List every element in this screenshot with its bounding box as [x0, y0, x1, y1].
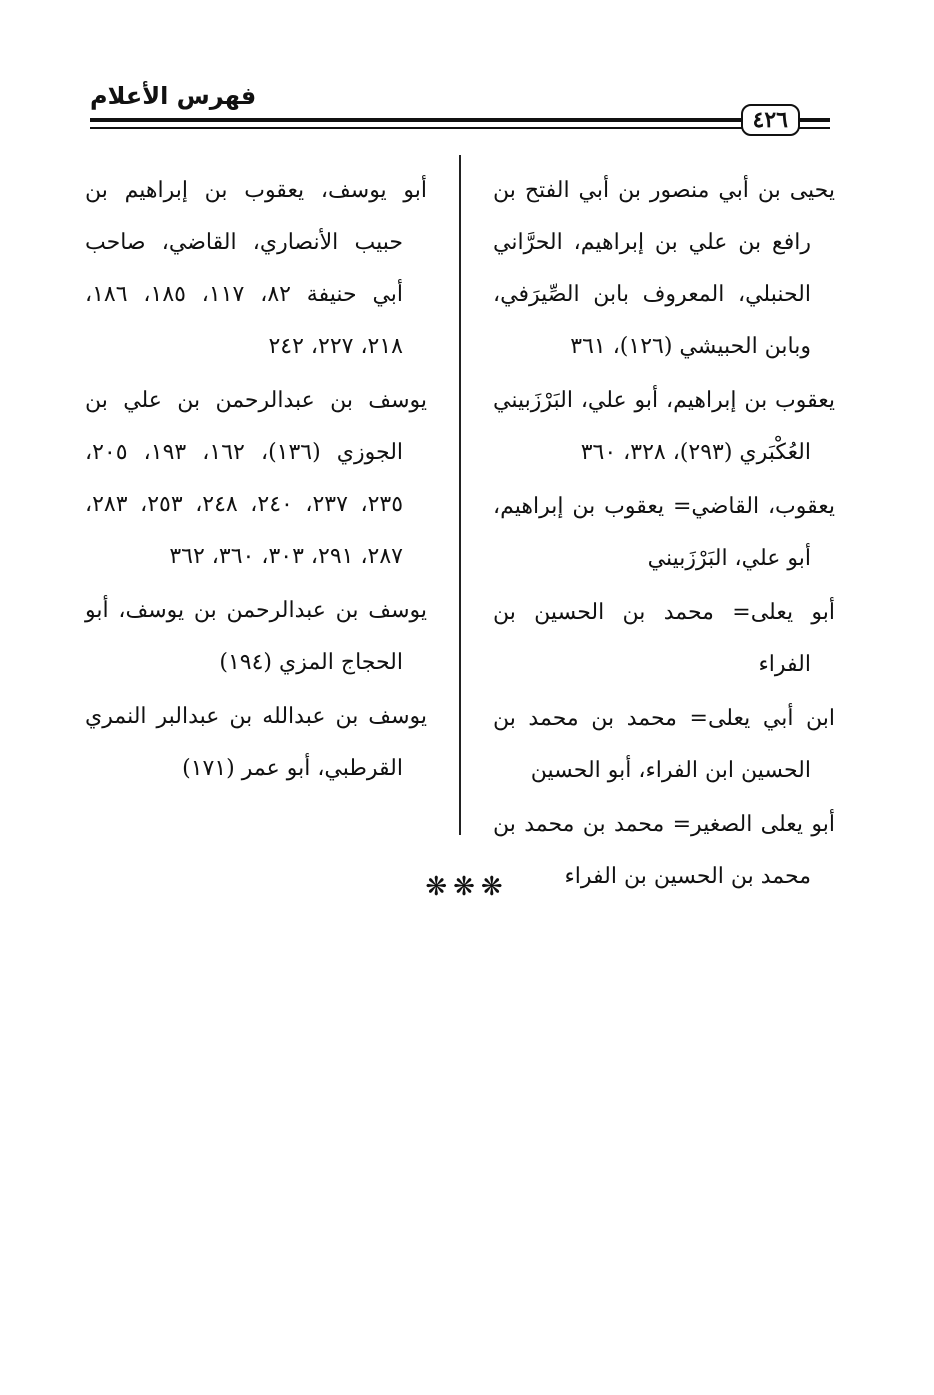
index-entry: يحيى بن أبي منصور بن أبي الفتح بن رافع بن علي بن إبراهيم، الحرَّاني الحنبلي، المعروف بابن الصِّيرَفي، وبابن الحبيشي (١٢٦)، ٣٦١ [493, 178, 835, 359]
index-entry: أبو يعلى= محمد بن الحسين بن الفراء [493, 600, 835, 677]
header-rule-thick [90, 118, 830, 122]
page-header [90, 78, 830, 133]
column-divider [459, 155, 461, 835]
index-title: فهرس الأعلام [90, 82, 257, 110]
index-entry: يوسف بن عبدالرحمن بن علي بن الجوزي (١٣٦)، ١٦٢، ١٩٣، ٢٠٥، ٢٣٥، ٢٣٧، ٢٤٠، ٢٤٨، ٢٥٣، ٢٨٣، ٢٨٧، ٢٩١، ٣٠٣، ٣٦٠، ٣٦٢ [85, 388, 427, 569]
page-number: ٤٢٦ [741, 104, 800, 136]
index-entry: ابن أبي يعلى= محمد بن محمد بن الحسين ابن الفراء، أبو الحسين [493, 706, 835, 783]
left-column [85, 165, 427, 797]
end-ornament: ❋❋❋ [425, 872, 509, 902]
index-entry: يعقوب، القاضي= يعقوب بن إبراهيم، أبو علي، البَرْزَبيني [493, 494, 835, 571]
index-entry: أبو يعلى الصغير= محمد بن محمد بن محمد بن الحسين بن الفراء [493, 812, 835, 889]
index-entry: يعقوب بن إبراهيم، أبو علي، البَرْزَبيني العُكْبَري (٢٩٣)، ٣٢٨، ٣٦٠ [493, 388, 835, 465]
right-column [493, 165, 835, 905]
index-entry: أبو يوسف، يعقوب بن إبراهيم بن حبيب الأنصاري، القاضي، صاحب أبي حنيفة ٨٢، ١١٧، ١٨٥، ١٨٦، ٢١٨، ٢٢٧، ٢٤٢ [85, 178, 427, 359]
index-entry: يوسف بن عبدالله بن عبدالبر النمري القرطبي، أبو عمر (١٧١) [85, 704, 427, 781]
index-columns [85, 165, 835, 889]
header-rule-thin [90, 127, 830, 129]
index-entry: يوسف بن عبدالرحمن بن يوسف، أبو الحجاج المزي (١٩٤) [85, 598, 427, 675]
